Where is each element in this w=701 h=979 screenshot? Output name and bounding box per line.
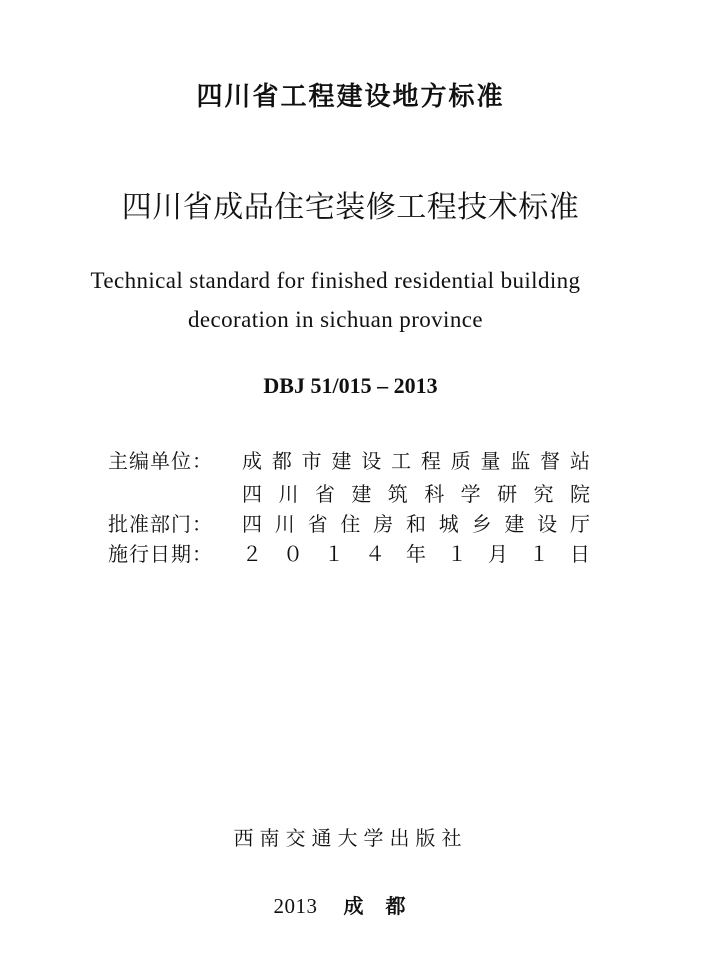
char: 和 — [405, 512, 426, 536]
editor-label: 主编单位： — [108, 449, 213, 473]
char: 省 — [307, 512, 328, 536]
char: 研 — [497, 482, 518, 506]
approver-label: 批准部门： — [108, 512, 213, 536]
approver-value — [242, 508, 590, 537]
char: 筑 — [387, 482, 408, 506]
char: １ — [324, 542, 344, 566]
char: 工 — [391, 449, 412, 473]
char: 究 — [533, 482, 554, 506]
editor-value-line2 — [242, 478, 590, 507]
char: 设 — [537, 512, 558, 536]
char: 厅 — [569, 512, 590, 536]
char: 建 — [504, 512, 525, 536]
char: 四 — [242, 482, 262, 506]
char: 乡 — [471, 512, 492, 536]
char: ２ — [242, 542, 262, 566]
char: 川 — [278, 482, 299, 506]
char: 程 — [420, 449, 441, 473]
char: 质 — [450, 449, 471, 473]
char: 院 — [569, 482, 590, 506]
char: 住 — [340, 512, 361, 536]
editor-value-line1 — [242, 445, 590, 474]
char: 建 — [331, 449, 352, 473]
effective-date-value — [242, 538, 590, 567]
publication-city: 成都 — [343, 894, 428, 918]
char: 监 — [510, 449, 531, 473]
publisher: 西南交通大学出版社 — [233, 826, 468, 850]
document-title-english-line2: decoration in sichuan province — [188, 307, 483, 332]
char: 督 — [540, 449, 561, 473]
document-title-chinese: 四川省成品住宅装修工程技术标准 — [121, 190, 580, 225]
effective-date-label: 施行日期： — [108, 542, 213, 566]
char: 年 — [406, 542, 426, 566]
standard-code: DBJ 51/015 – 2013 — [263, 373, 438, 398]
char: ０ — [283, 542, 303, 566]
char: 都 — [271, 449, 292, 473]
char: 科 — [424, 482, 445, 506]
char: 房 — [373, 512, 394, 536]
char: 站 — [569, 449, 590, 473]
char: 四 — [242, 512, 262, 536]
char: １ — [529, 542, 549, 566]
char: 川 — [274, 512, 295, 536]
publication-place — [0, 890, 701, 919]
char: 月 — [488, 542, 508, 566]
char: １ — [447, 542, 467, 566]
char: 市 — [301, 449, 322, 473]
char: 城 — [438, 512, 459, 536]
char: 日 — [570, 542, 590, 566]
char: 设 — [361, 449, 382, 473]
char: 量 — [480, 449, 501, 473]
series-title: 四川省工程建设地方标准 — [196, 82, 505, 112]
char: 成 — [242, 449, 262, 473]
char: 省 — [314, 482, 335, 506]
publication-year: 2013 — [273, 894, 318, 918]
char: 学 — [460, 482, 481, 506]
char: 建 — [351, 482, 372, 506]
char: ４ — [365, 542, 385, 566]
document-title-english-line1: Technical standard for finished residential building — [90, 268, 581, 293]
